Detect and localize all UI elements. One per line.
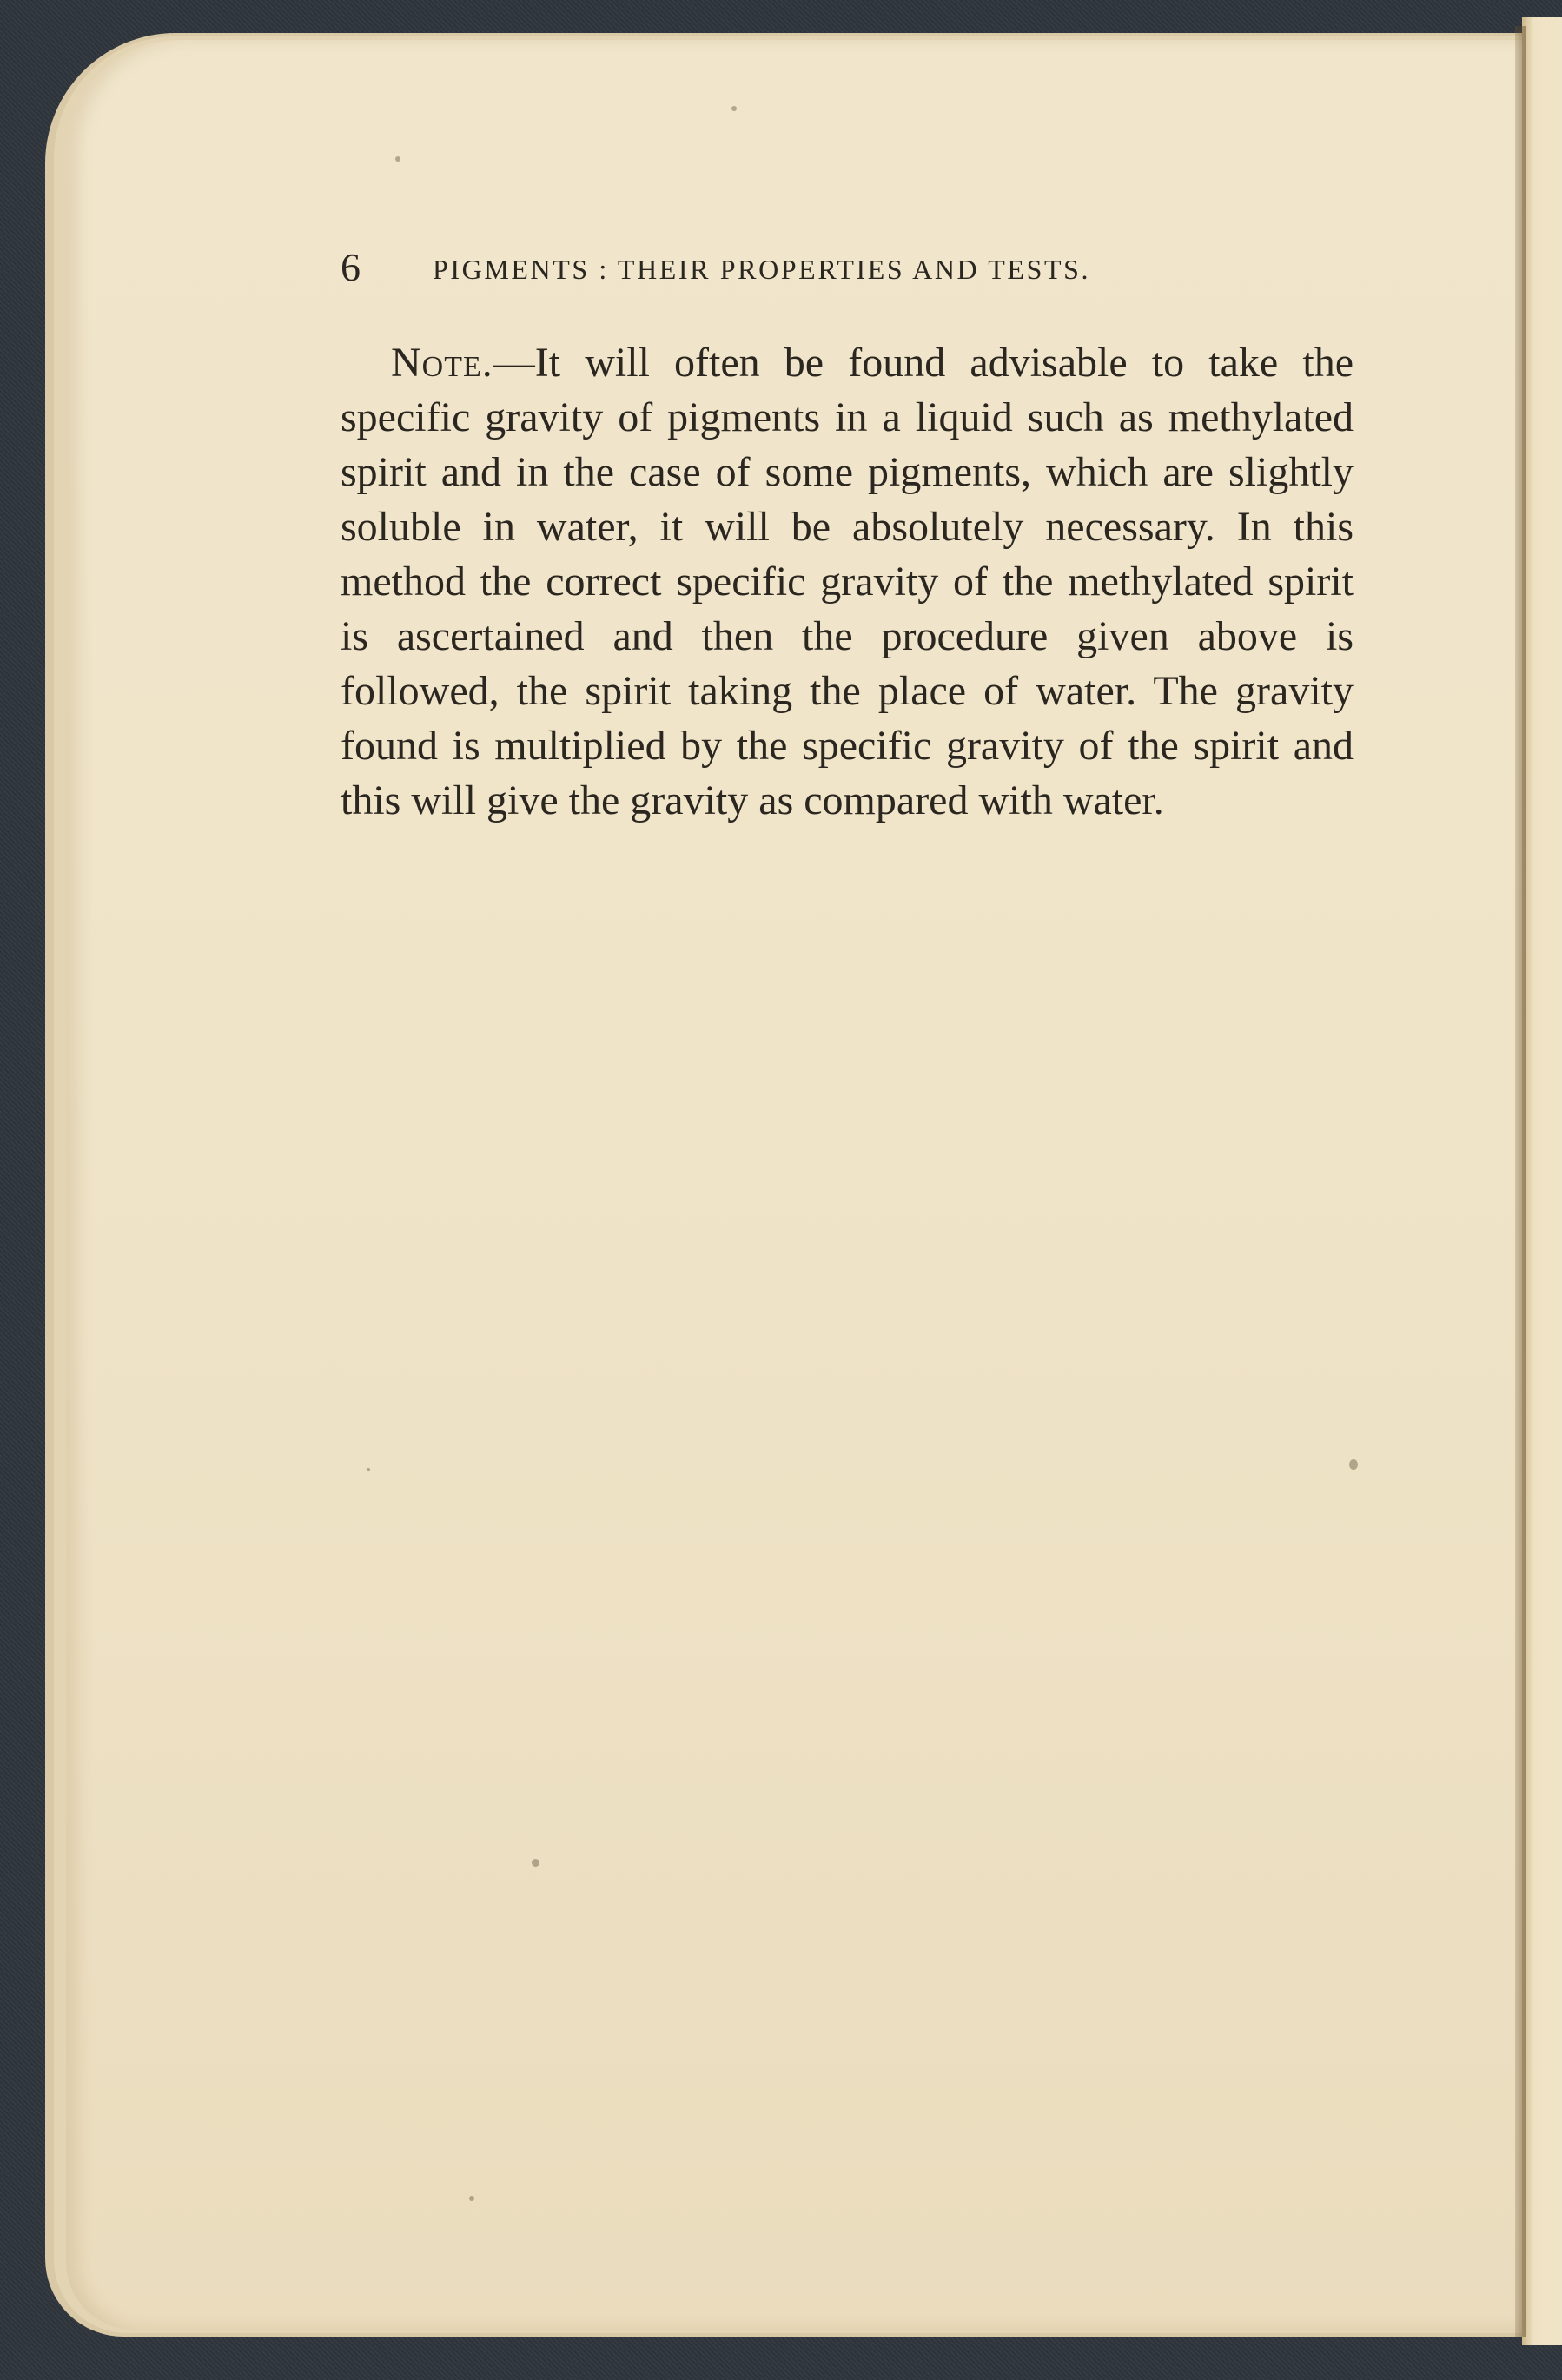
note-text: —It will often be found advisable to take the specific gravity of pigments in a liquid such as methylated spirit and in the case of some pigments, which are slightly soluble in water, it will be absolutely necessary. In this method the correct specific gravity of the methylated spirit is ascertained and then the procedure given above is followed, the spirit taking the place of water. The gravity found is multiplied by the specific gravity of the spirit and this will give the gravity as compared with water. [341, 340, 1354, 823]
paper-speck [469, 2196, 474, 2201]
page-header [341, 241, 1366, 294]
note-lead: Note. [391, 340, 493, 386]
paper-speck [367, 1468, 370, 1471]
paper-speck [731, 106, 737, 111]
facing-page-edge [1522, 17, 1562, 2345]
page-gutter [1515, 26, 1526, 2337]
paper-speck [1349, 1459, 1358, 1470]
running-title: PIGMENTS : THEIR PROPERTIES AND TESTS. [433, 254, 1091, 285]
note-paragraph [341, 335, 1354, 828]
paper-speck [532, 1859, 539, 1867]
paper-speck [395, 156, 400, 162]
page-number: 6 [341, 245, 361, 289]
